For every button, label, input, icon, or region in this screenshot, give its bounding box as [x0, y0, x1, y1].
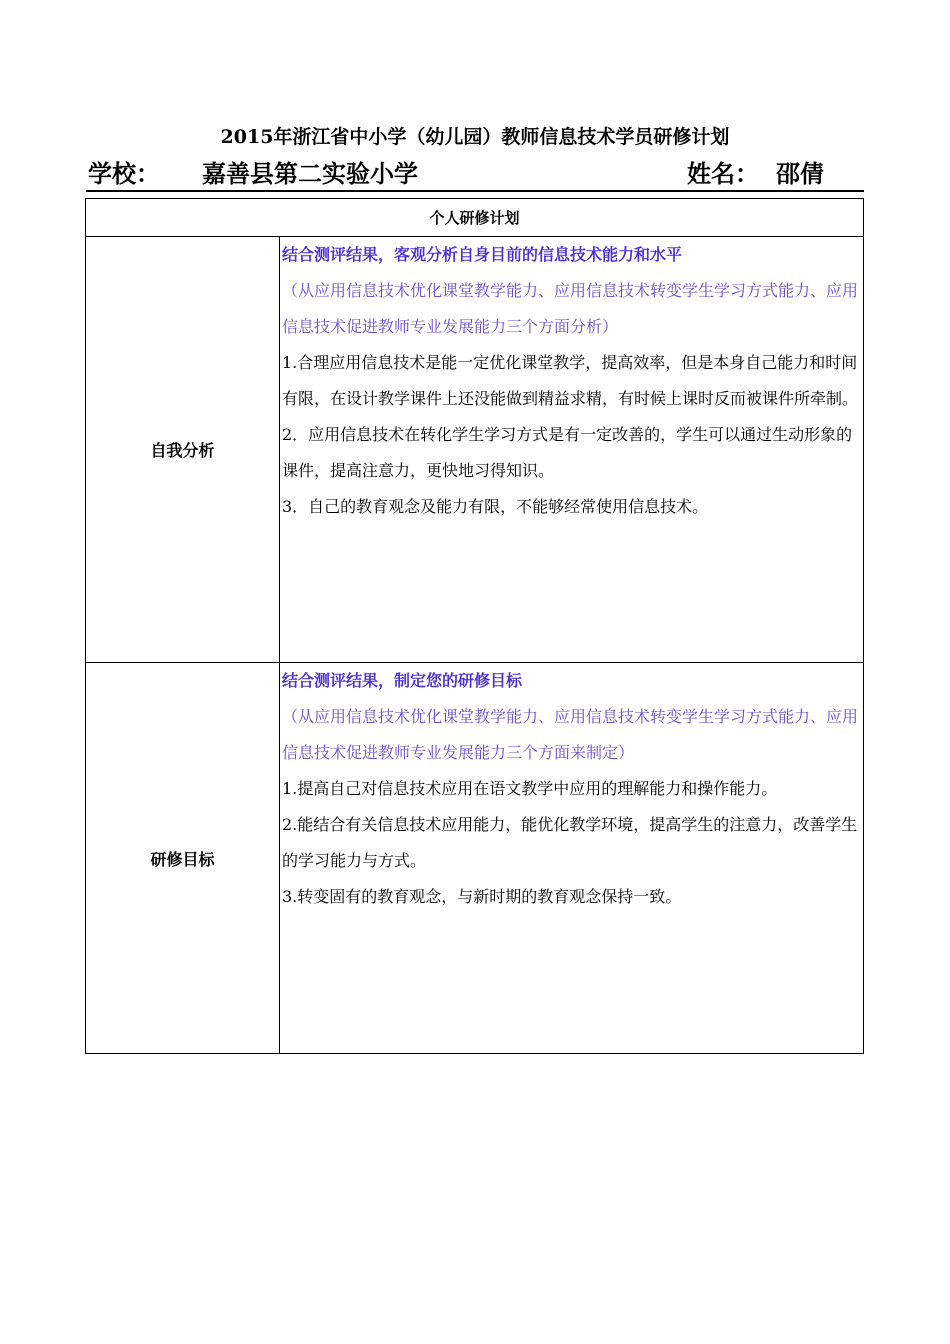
table-row — [86, 663, 864, 1054]
list-item: 2．应用信息技术在转化学生学习方式是有一定改善的，学生可以通过生动形象的课件，提高注意力，更快地习得知识。 — [282, 425, 853, 480]
section-content — [280, 663, 864, 1054]
section-label: 自我分析 — [86, 237, 280, 663]
list-item: 1.提高自己对信息技术应用在语文教学中应用的理解能力和操作能力。 — [282, 779, 778, 798]
section-prompt: 结合测评结果，制定您的研修目标 — [282, 671, 523, 690]
section-hint: （从应用信息技术优化课堂教学能力、应用信息技术转变学生学习方式能力、应用信息技术促进教师专业发展能力三个方面分析） — [282, 281, 859, 336]
school-name-line — [86, 158, 864, 192]
section-label: 研修目标 — [86, 663, 280, 1054]
school-label: 学校： — [88, 159, 160, 188]
list-item: 3.转变固有的教育观念，与新时期的教育观念保持一致。 — [282, 887, 682, 906]
document-title: 2015年浙江省中小学（幼儿园）教师信息技术学员研修计划 — [220, 126, 730, 148]
name-value: 邵倩 — [776, 159, 824, 188]
name-label: 姓名： — [687, 159, 759, 188]
section-hint: （从应用信息技术优化课堂教学能力、应用信息技术转变学生学习方式能力、应用信息技术促进教师专业发展能力三个方面来制定） — [282, 707, 859, 762]
table-header-row — [86, 199, 864, 237]
table-row — [86, 237, 864, 663]
plan-table — [85, 198, 864, 1054]
list-item: 3．自己的教育观念及能力有限，不能够经常使用信息技术。 — [282, 497, 709, 516]
table-header: 个人研修计划 — [86, 199, 864, 237]
list-item: 2.能结合有关信息技术应用能力，能优化教学环境，提高学生的注意力，改善学生的学习能力与方式。 — [282, 815, 858, 870]
list-item: 1.合理应用信息技术是能一定优化课堂教学，提高效率，但是本身自己能力和时间有限，在设计教学课件上还没能做到精益求精，有时候上课时反而被课件所牵制。 — [282, 353, 859, 408]
school-value: 嘉善县第二实验小学 — [202, 159, 418, 188]
section-content — [280, 237, 864, 663]
section-prompt: 结合测评结果，客观分析自身目前的信息技术能力和水平 — [282, 245, 683, 264]
